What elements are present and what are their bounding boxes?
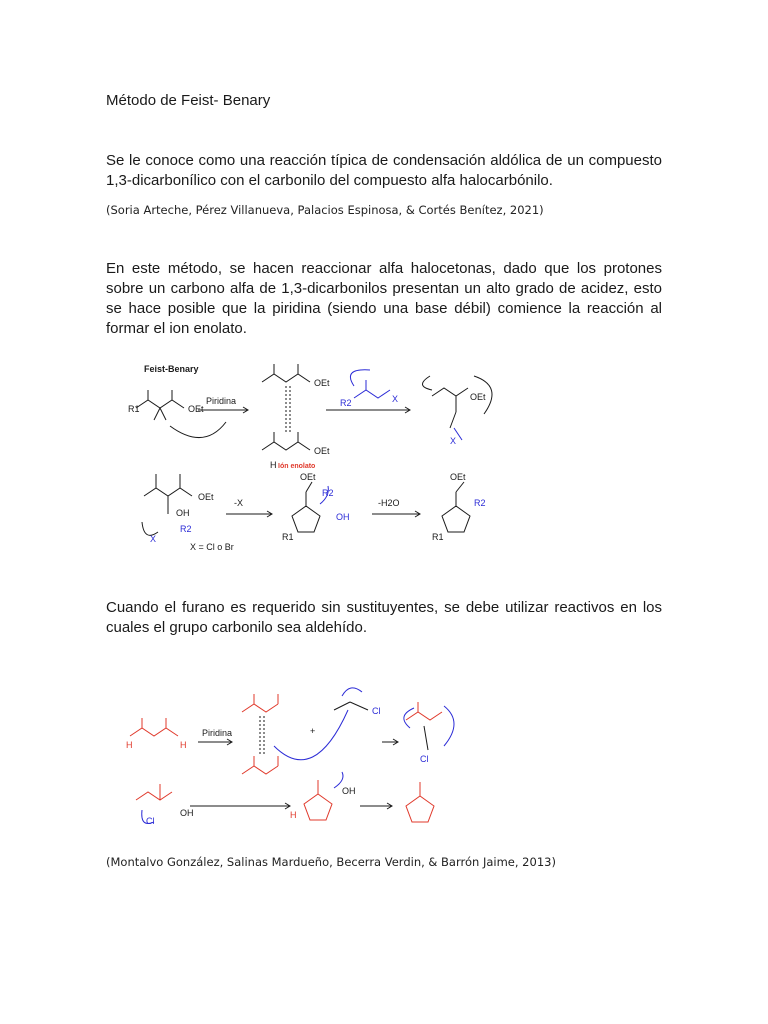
r1-label-3: R1 (432, 532, 444, 542)
citation-montalvo: (Montalvo González, Salinas Mardueño, Becerra Verdin, & Barrón Jaime, 2013) (106, 855, 556, 869)
loss-water-label: -H2O (378, 498, 400, 508)
h-label-4: H (290, 810, 297, 820)
oet-label-7: OEt (450, 472, 466, 482)
r1-label-1: R1 (128, 404, 140, 414)
mechanism-diagram-2 (114, 676, 504, 844)
diketoester-backbone (136, 400, 184, 408)
enolate-label: Ión enolato (278, 463, 316, 470)
curved-arrow-right (422, 376, 432, 390)
x-label-1: X (392, 394, 399, 404)
paragraph-aldehyde: Cuando el furano es requerido sin sustituyentes, se debe utilizar reactivos en los cuales el grupo carbonilo sea aldehído. (106, 599, 662, 636)
citation-soria: (Soria Arteche, Pérez Villanueva, Palacios Espinosa, & Cortés Benítez, 2021) (106, 203, 544, 217)
h-label-2: H (126, 740, 133, 750)
mechanism-diagram-1 (114, 346, 534, 558)
oh-label-3: OH (180, 808, 194, 818)
oet-label-4: OEt (470, 392, 486, 402)
red-aldehyde-structures (130, 694, 442, 822)
r2-label-3: R2 (322, 488, 334, 498)
r2-label-4: R2 (474, 498, 486, 508)
reagent-label-1: Piridina (206, 396, 237, 406)
x-label-2: X (150, 534, 157, 544)
paragraph-method: En este método, se hacen reaccionar alfa halocetonas, dado que los protones sobre un carbono alfa de 1,3-dicarbonilos presentan un alto grado de acidez, esto se hace posible que la piridina (siendo una base débil) comience la reacción al formar el ion enolato. (106, 260, 662, 337)
cl-label-3: Cl (146, 816, 155, 826)
plus-sign: + (310, 726, 316, 736)
h-label-1: H (270, 460, 277, 470)
reagent-label-2: Piridina (202, 728, 233, 738)
feist-benary-mechanism-figure (114, 346, 534, 558)
deprotonation-arrow (170, 422, 226, 438)
oet-label-6: OEt (300, 472, 316, 482)
blue-chloroacetaldehyde (142, 688, 454, 824)
furan-product-ring (442, 506, 470, 532)
paragraph-definition: Se le conoce como una reacción típica de condensación aldólica de un compuesto 1,3-dicarbonílico con el carbonilo del compuesto alfa halocarbónilo. (106, 152, 662, 189)
dihydrofuran-ring (292, 506, 320, 532)
oh-label-1: OH (176, 508, 190, 518)
section-title: Método de Feist- Benary (106, 92, 271, 109)
oet-label-1: OEt (188, 404, 204, 414)
oet-label-2: OEt (314, 378, 330, 388)
oh-label-4: OH (342, 786, 356, 796)
h-label-3: H (180, 740, 187, 750)
r2-label-1: R2 (340, 398, 352, 408)
r1-label-2: R1 (282, 532, 294, 542)
loss-x-label: -X (234, 498, 243, 508)
cl-label-2: Cl (420, 754, 429, 764)
figure-heading: Feist-Benary (144, 364, 199, 374)
oet-label-5: OEt (198, 492, 214, 502)
x-label-3: X (450, 436, 457, 446)
cl-label-1: Cl (372, 706, 381, 716)
halogen-note: X = Cl o Br (190, 542, 234, 552)
oh-label-2: OH (336, 512, 350, 522)
r2-label-2: R2 (180, 524, 192, 534)
oet-label-3: OEt (314, 446, 330, 456)
unsubstituted-furan-mechanism-figure (114, 676, 504, 844)
